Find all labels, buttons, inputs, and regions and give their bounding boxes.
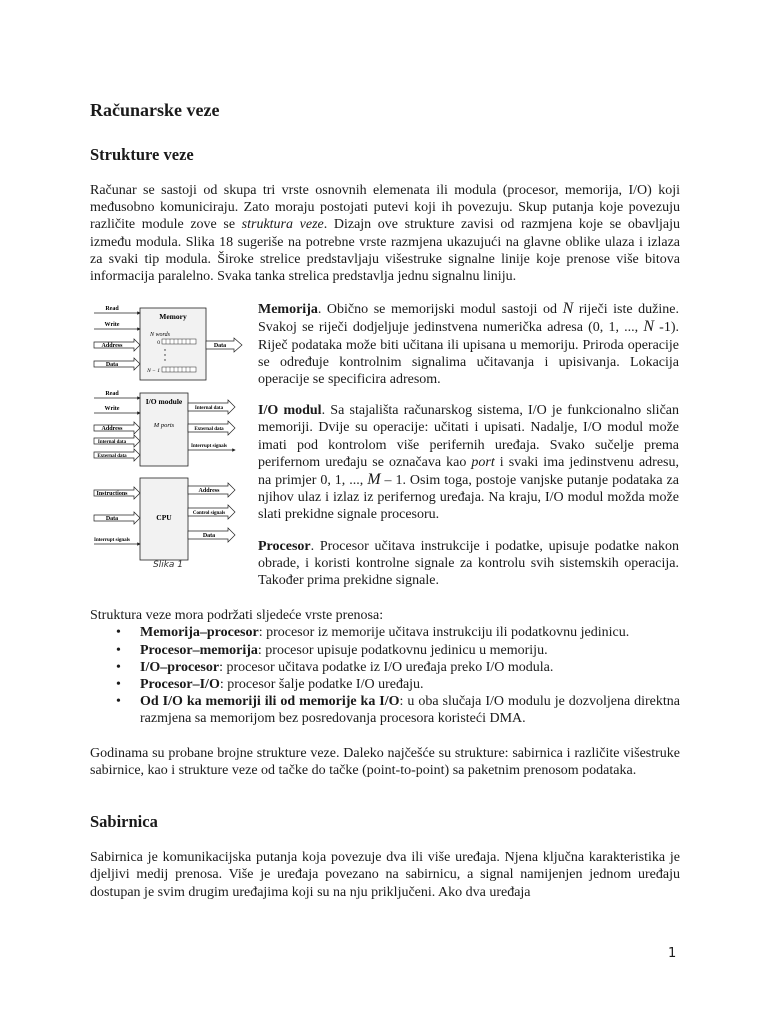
procesor-paragraph: Procesor. Procesor učitava instrukcije i podatke, upisuje podatke nakon obrade, i koristi kontrolne signale za kontrolu svih sistemskih operacija. Također prima prekidne signale.	[258, 538, 679, 589]
sabirnica-paragraph: Sabirnica je komunikacijska putanja koja povezuje dva ili više uređaja. Njena ključna karakteristika je djeljivi medij prenosa. Više je uređaja povezano na sabirnicu, a signal namijenjen jednom uređaju dostupan je svim drugim uređajima koji su na nju priključeni. Ako dva uređaja	[90, 850, 680, 900]
intro-paragraph: Računar se sastoji od skupa tri vrste osnovnih elemenata ili modula (procesor, memorija, I/O) koji međusobno komuniciraju. Zato moraju postojati putevi koji ih povezuju. Skup putanja koje povezuju različite module zove se struktura veze. Dizajn ove strukture zavisi od razmjena koje se obavljaju između modula. Slika 18 sugeriše na potrebne vrste razmjena ukazujući na glavne oblike ulaza i izlaza za svaki tip modula. Široke strelice predstavljaju višestruke signalne linije koje prenose više bitova informacija paralelno. Svaka tanka strelica predstavlja jednu signalnu liniju.	[90, 183, 680, 285]
cpu-output-control: Control signals	[192, 511, 226, 517]
memory-input-write: Write	[104, 322, 120, 329]
module-descriptions	[258, 300, 679, 589]
memorija-paragraph: Memorija. Obično se memorijski modul sastoji od N riječi iste dužine. Svakoj se riječi dodjeljuje jedinstvena numerička adresa (0, 1, ..., N -1). Riječ podataka može biti učitana ili upisana u memoriju. Priroda operacije se određuje kontrolnim signalima učitavanja i upisivanja. Lokacija operacije se specificira adresom.	[258, 300, 680, 388]
list-item: • Procesor–memorija: procesor upisuje podatkovnu jedinicu u memoriju.	[116, 642, 548, 658]
io-input-address: Address	[101, 426, 123, 433]
io-modul-paragraph: I/O modul. Sa stajališta računarskog sistema, I/O je funkcionalno sličan memoriji. Dvije su operacije: učitati i upisati. Nadalje, I/O modul može imati pod kontrolom više perifernih uređaja. Svako sučelje prema perifernom uređaju se označava kao port i svaki ima jedinstvenu adresu, na primjer 0, 1, ..., M – 1. Osim toga, postoje vanjske putanje podataka za njihov ulaz i izlaz iz perifernog uređaja. Na kraju, I/O modul možda može slati prekidne signale procesoru.	[258, 403, 679, 523]
io-output-interrupt: Interrupt signals	[191, 444, 227, 450]
closing-paragraph: Godinama su probane brojne strukture veze. Daleko najčešće su strukture: sabirnica i različite višestruke sabirnice, kao i strukture veze od tačke do tačke (point-to-point) sa paketnim prenosom podataka.	[90, 745, 680, 778]
page-title: Računarske veze	[90, 100, 220, 120]
figure-caption: Slika 1	[152, 560, 184, 569]
memory-input-address: Address	[101, 343, 123, 350]
io-module	[94, 391, 235, 466]
io-title: I/O module	[145, 397, 183, 407]
document-page	[90, 98, 680, 901]
io-output-external-data: External data	[194, 427, 224, 433]
memory-module	[94, 306, 242, 380]
io-input-internal-data: Internal data	[97, 440, 127, 446]
list-intro: Struktura veze mora podržati sljedeće vrste prenosa:	[90, 608, 384, 624]
cpu-input-instructions: Instructions	[96, 491, 128, 498]
memory-input-data: Data	[105, 362, 119, 369]
cpu-title: CPU	[156, 513, 172, 523]
memory-output-data: Data	[213, 343, 227, 350]
cpu-input-data: Data	[105, 516, 119, 523]
svg-text:0: 0	[157, 340, 160, 347]
cpu-module	[94, 478, 235, 560]
io-input-read: Read	[105, 391, 119, 398]
io-input-external-data: External data	[97, 454, 127, 460]
figure-row	[90, 300, 680, 589]
figure-slika-1	[90, 300, 248, 589]
memory-input-read: Read	[105, 306, 119, 313]
list-item: • Od I/O ka memoriji ili od memorije ka I/O: u oba slučaja I/O modulu je dozvoljena direktna razmjena sa memorijom bez posredovanja procesora koristeći DMA.	[116, 694, 680, 727]
io-ports: M ports	[153, 422, 175, 430]
list-item: • Memorija–procesor: procesor iz memorije učitava instrukciju ili podatkovnu jedinicu.	[116, 625, 630, 641]
page-number: 1	[668, 946, 677, 961]
list-item: • Procesor–I/O: procesor šalje podatke I/O uređaju.	[116, 677, 424, 693]
memory-words: N words	[150, 332, 170, 339]
cpu-output-data: Data	[202, 533, 216, 540]
io-input-write: Write	[104, 406, 120, 413]
cpu-output-address: Address	[198, 488, 220, 495]
section-heading-sabirnica: Sabirnica	[90, 812, 158, 832]
transfer-list	[90, 624, 680, 727]
io-output-internal-data: Internal data	[194, 406, 224, 412]
list-item: • I/O–procesor: procesor učitava podatke iz I/O uređaja preko I/O modula.	[116, 659, 554, 675]
section-heading-strukture-veze: Strukture veze	[90, 145, 194, 164]
memory-title: Memory	[159, 312, 187, 322]
cpu-input-interrupt: Interrupt signals	[94, 538, 130, 544]
module-diagram	[90, 300, 248, 568]
svg-text:N − 1: N − 1	[147, 368, 160, 375]
term-struktura-veze: struktura veze	[241, 217, 324, 233]
